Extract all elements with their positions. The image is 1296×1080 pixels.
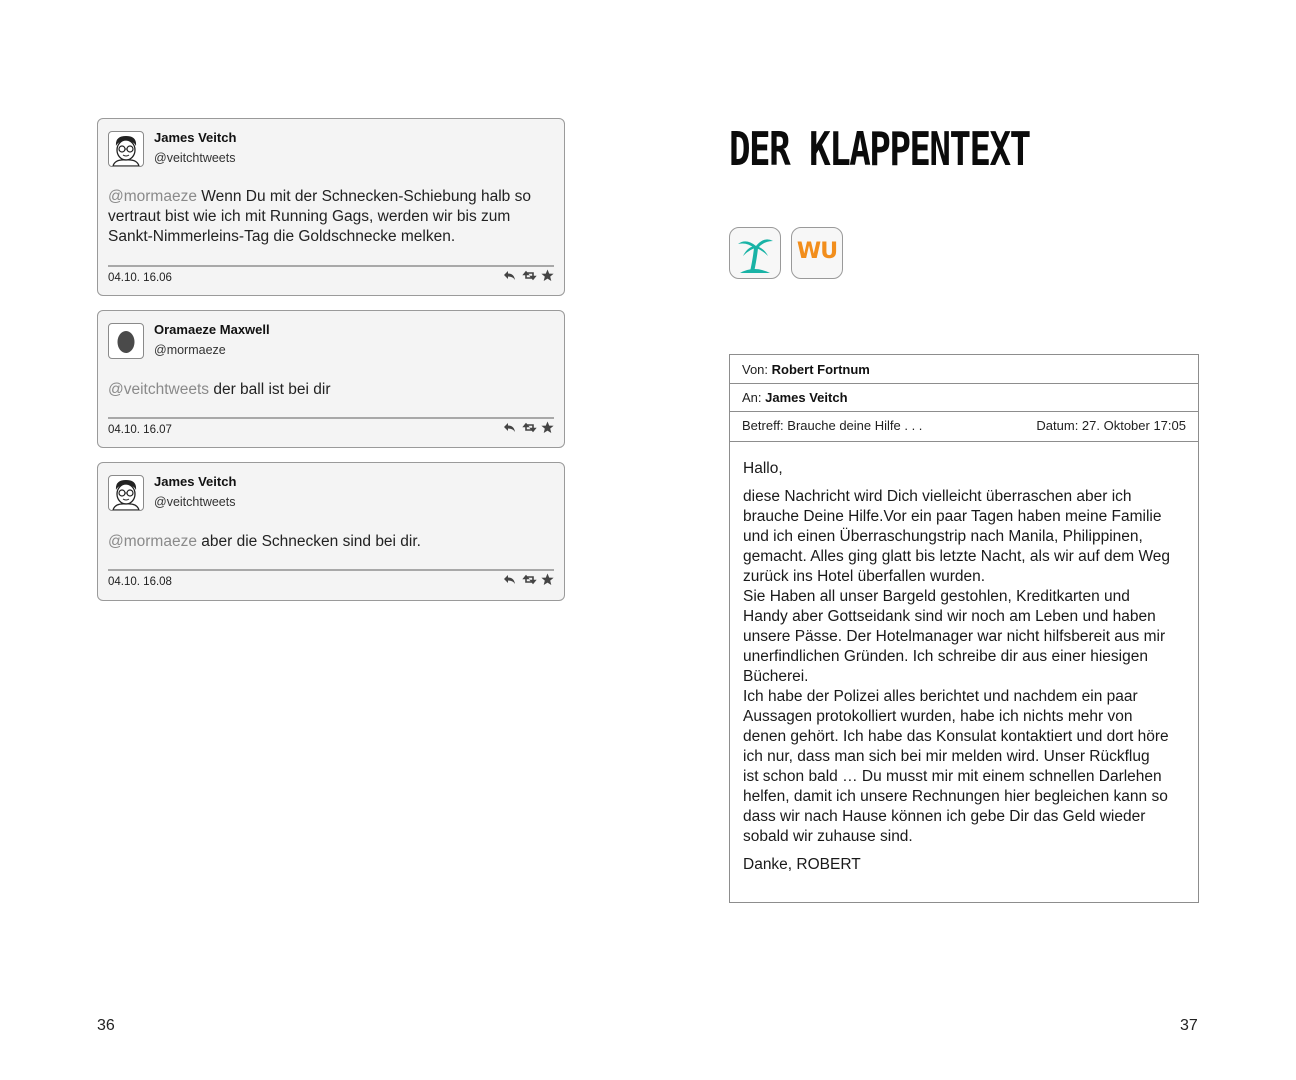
section-title: DER KLAPPENTEXT [729,122,1030,176]
retweet-icon[interactable] [522,573,535,586]
tweet-date: 04.10. 16.08 [108,576,172,588]
tweet-card [97,310,565,448]
tweet-text: @mormaeze Wenn Du mit der Schnecken-Schiebung halb so vertraut bist wie ich mit Running Gags, werden wir bis zum Sankt-Nimmerleins-Tag die Goldschnecke melken. [108,188,531,245]
tweet-text: @veitchtweets der ball ist bei dir [108,381,331,398]
tweet-divider [108,417,554,419]
email-greeting: Hallo, [743,460,783,477]
tweet-actions [503,573,554,586]
retweet-icon[interactable] [522,269,535,282]
tweet-divider [108,569,554,571]
email-subject-row [730,411,1198,442]
tweet-author-name: James Veitch [154,474,237,489]
egg-icon [108,323,144,359]
email-panel [729,354,1199,903]
page-number-right: 37 [1180,1017,1198,1034]
tweet-text: @mormaeze aber die Schnecken sind bei dir. [108,533,421,550]
cartoon-face-icon [108,475,144,511]
favorite-star-icon[interactable] [541,573,554,586]
wu-icon [791,227,843,279]
tweet-author-handle: @veitchtweets [154,495,236,509]
tweet-actions [503,269,554,282]
page-number-left: 36 [97,1017,115,1034]
tweet-card [97,118,565,296]
email-closing: Danke, ROBERT [743,856,861,873]
tweet-author-handle: @veitchtweets [154,151,236,165]
tweet-actions [503,421,554,434]
tweet-mention[interactable]: @mormaeze [108,533,197,550]
tweet-divider [108,265,554,267]
tweet-author-name: James Veitch [154,130,237,145]
email-message: diese Nachricht wird Dich vielleicht überraschen aber ich brauche Deine Hilfe.Vor ein paar Tagen haben meine Familie und ich einen Überraschungstrip nach Manila, Philippinen, gemacht. Alles ging glatt bis letzte Nacht, als wir auf dem Weg zurück ins Hotel überfallen wurden. Sie Haben all unser Bargeld gestohlen, Kreditkarten und Handy aber Gottseidank sind wir noch am Leben und haben unsere Pässe. Der Hotelmanager war nicht hilfsbereit aus mir unerfindlichen Gründen. Ich schreibe dir aus einer hiesigen Bücherei. Ich habe der Polizei alles berichtet und nachdem ein paar Aussagen protokolliert wurden, habe ich nichts mehr von denen gehört. Ich habe das Konsulat kontaktiert und dort höre ich nur, dass man sich bei mir melden wird. Unser Rückflug ist schon bald … Du musst mir mit einem schnellen Darlehen helfen, damit ich unsere Rechnungen hier begleichen kann so dass wir nach Hause können ich gebe Dir das Geld wieder sobald wir zuhause sind. [743,488,1171,845]
retweet-icon[interactable] [522,421,535,434]
email-recipient: James Veitch [765,390,848,405]
tweet-card [97,462,565,601]
cartoon-face-icon [108,131,144,167]
tweet-mention[interactable]: @mormaeze [108,188,197,205]
reply-icon[interactable] [503,573,516,586]
wu-icon-label: WU [796,239,838,264]
favorite-star-icon[interactable] [541,421,554,434]
favorite-star-icon[interactable] [541,269,554,282]
email-body [743,459,1188,883]
tweet-author-handle: @mormaeze [154,343,226,357]
email-from-row: Von: Robert Fortnum [730,355,1198,384]
email-sender: Robert Fortnum [771,362,870,377]
palm-tree-icon [729,227,781,279]
tweet-date: 04.10. 16.06 [108,272,172,284]
email-subject: Betreff: Brauche deine Hilfe . . . [742,418,923,433]
email-date: Datum: 27. Oktober 17:05 [1036,418,1186,433]
tweet-author-name: Oramaeze Maxwell [154,322,270,337]
reply-icon[interactable] [503,421,516,434]
tweet-mention[interactable]: @veitchtweets [108,381,210,398]
reply-icon[interactable] [503,269,516,282]
tweet-date: 04.10. 16.07 [108,424,172,436]
email-to-row: An: James Veitch [730,383,1198,412]
